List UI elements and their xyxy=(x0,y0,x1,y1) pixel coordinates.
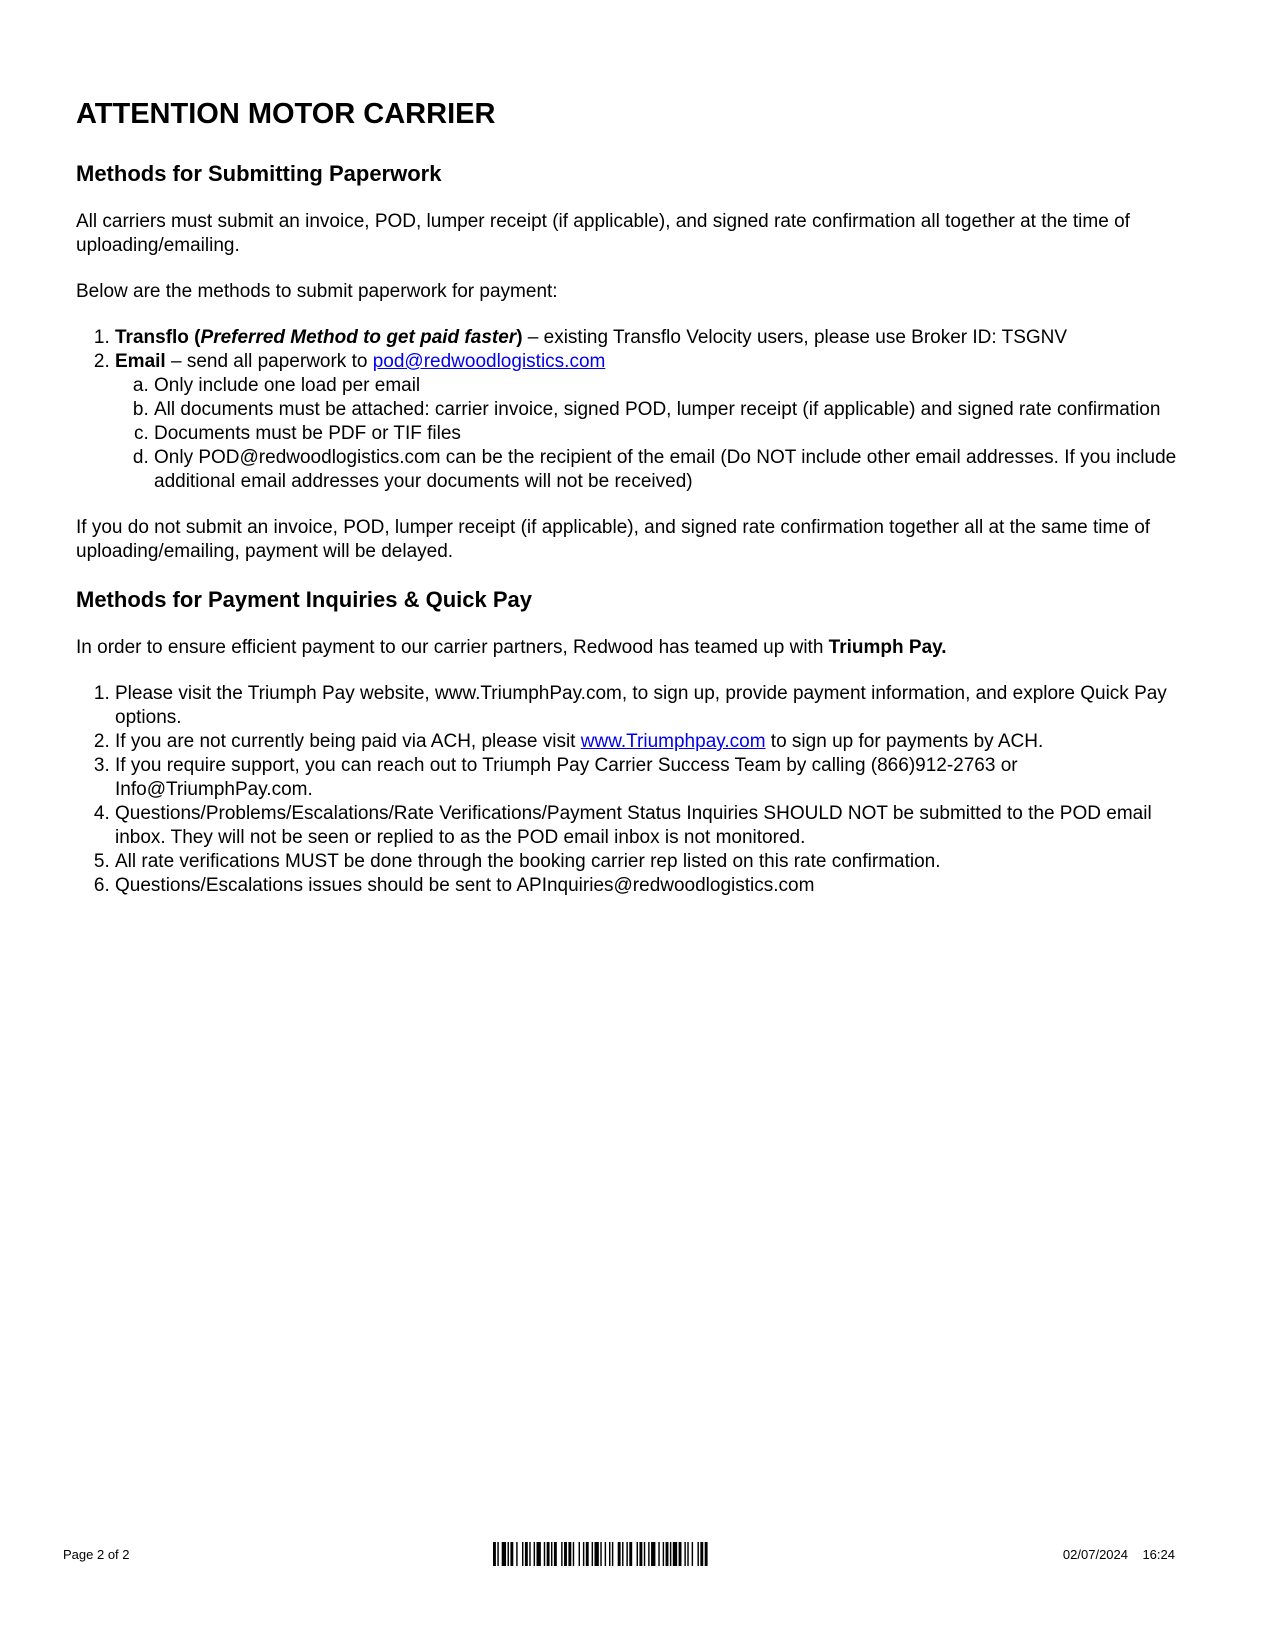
ach-text-end: to sign up for payments by ACH. xyxy=(765,731,1044,752)
email-text: – send all paperwork to xyxy=(165,351,373,372)
list-item: 5. All rate verifications MUST be done through the booking carrier rep listed on this rate confirmation. xyxy=(115,850,1206,874)
transflo-text: – existing Transflo Velocity users, please use Broker ID: TSGNV xyxy=(522,327,1068,348)
list-item: b. All documents must be attached: carrier invoice, signed POD, lumper receipt (if applicable) and signed rate confirmation xyxy=(154,398,1206,422)
list-item: 6. Questions/Escalations issues should be sent to APInquiries@redwoodlogistics.com xyxy=(115,874,1206,898)
list-item-transflo xyxy=(115,326,1206,350)
transflo-label: Transflo ( xyxy=(115,327,201,348)
page-title: ATTENTION MOTOR CARRIER xyxy=(76,98,496,130)
email-requirements-list xyxy=(115,374,1206,494)
print-time: 16:24 xyxy=(1142,1547,1175,1562)
preferred-method-note: Preferred Method to get paid faster xyxy=(200,327,517,348)
print-timestamp xyxy=(1063,1547,1175,1562)
triumphpay-link[interactable]: www.Triumphpay.com xyxy=(580,731,766,752)
pod-email-link[interactable]: pod@redwoodlogistics.com xyxy=(372,351,606,372)
transflo-label-close: ) xyxy=(516,327,523,348)
barcode-icon xyxy=(493,1542,780,1566)
page-number: Page 2 of 2 xyxy=(63,1547,130,1562)
delay-warning: If you do not submit an invoice, POD, lumper receipt (if applicable), and signed rate confirmation together all at the same time of uploading/emailing, payment will be delayed. xyxy=(76,517,1151,562)
list-item: 1. Please visit the Triumph Pay website, www.TriumphPay.com, to sign up, provide payment information, and explore Quick Pay options. xyxy=(115,682,1206,730)
section-heading-payment: Methods for Payment Inquiries & Quick Pay xyxy=(76,587,532,612)
submission-methods-list xyxy=(76,326,1206,494)
list-item: 4. Questions/Problems/Escalations/Rate Verifications/Payment Status Inquiries SHOULD NOT be submitted to the POD email inbox. They will not be seen or replied to as the POD email inbox is not monitored. xyxy=(115,802,1206,850)
email-label: Email xyxy=(115,351,166,372)
payment-intro-text: In order to ensure efficient payment to our carrier partners, Redwood has teamed up with xyxy=(76,637,829,658)
triumph-pay-name: Triumph Pay. xyxy=(828,637,947,658)
section-heading-submitting: Methods for Submitting Paperwork xyxy=(76,161,442,186)
list-item: 3. If you require support, you can reach out to Triumph Pay Carrier Success Team by calling (866)912-2763 or Info@TriumphPay.com. xyxy=(115,754,1206,802)
ach-text: If you are not currently being paid via ACH, please visit xyxy=(115,731,581,752)
print-date: 02/07/2024 xyxy=(1062,1547,1128,1562)
document-page xyxy=(76,96,1206,920)
list-item-email xyxy=(115,350,1206,494)
methods-intro: Below are the methods to submit paperwork for payment: xyxy=(76,281,558,302)
list-item: d. Only POD@redwoodlogistics.com can be the recipient of the email (Do NOT include other email addresses. If you include additional email addresses your documents will not be received) xyxy=(154,446,1206,494)
payment-inquiries-list xyxy=(76,682,1206,898)
page-footer xyxy=(63,1542,1175,1572)
submitting-intro: All carriers must submit an invoice, POD, lumper receipt (if applicable), and signed rate confirmation all together at the time of uploading/emailing. xyxy=(76,211,1130,256)
payment-intro xyxy=(76,636,1206,660)
list-item: a. Only include one load per email xyxy=(154,374,1206,398)
list-item xyxy=(115,730,1206,754)
list-item: c. Documents must be PDF or TIF files xyxy=(154,422,1206,446)
